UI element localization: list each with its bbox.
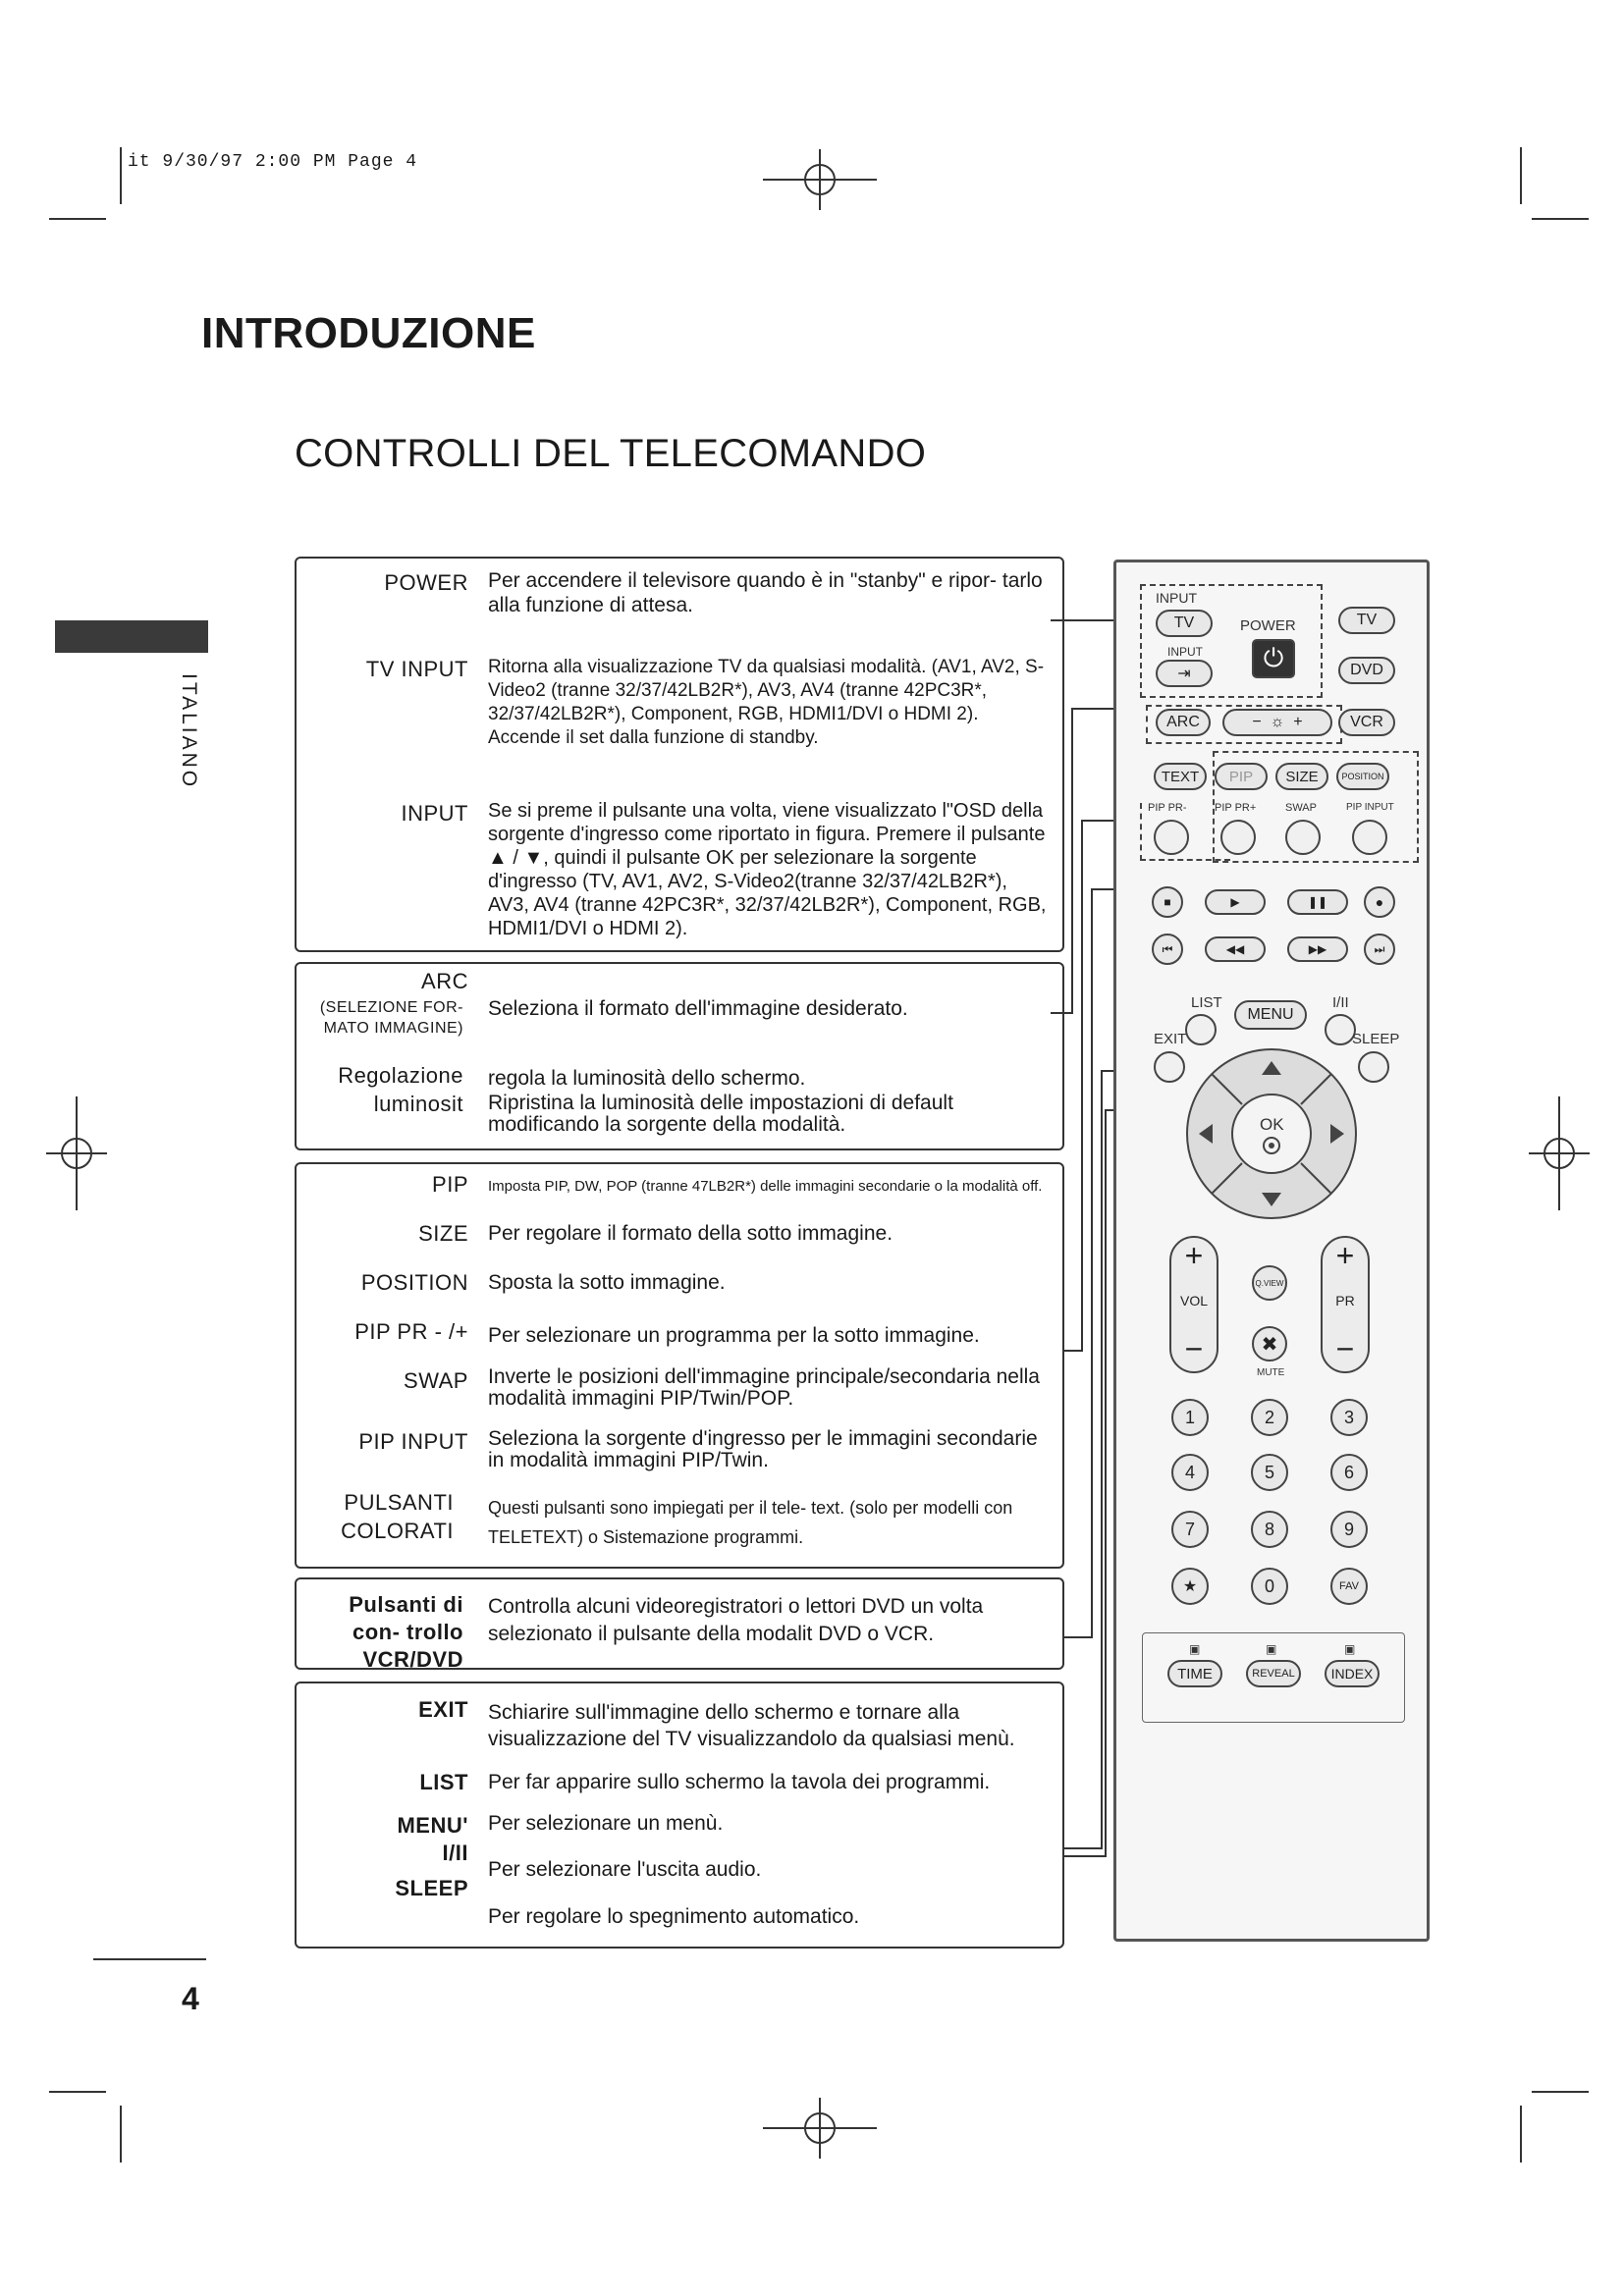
list-button[interactable] [1185,1014,1217,1045]
desc-exit: Schiarire sull'immagine dello schermo e tornare alla visualizzazione del TV visualizzandolo da qualsiasi menù. [488,1701,1015,1750]
input-button[interactable] [1156,660,1213,687]
power-button[interactable] [1252,639,1295,678]
crop-mark [1520,147,1522,204]
label-menu: MENU' [397,1813,468,1838]
skip-back-icon: ⏮ [1162,941,1173,956]
digit-0-button[interactable]: 0 [1251,1568,1288,1605]
remote-control [1113,560,1430,1942]
digit-1-button[interactable]: 1 [1171,1399,1209,1436]
pip-pr-plus-button[interactable] [1220,820,1256,855]
registration-mark-top [761,147,879,212]
desc-power: Per accendere il televisore quando è in "stanby" e ripor- tarlo alla funzione di attesa. [488,569,1043,616]
desc-sleep: Per regolare lo spegnimento automatico. [488,1905,860,1928]
volume-rocker[interactable] [1169,1236,1218,1373]
label-pip-input: PIP INPUT [358,1429,468,1454]
label-power: POWER [384,570,468,595]
swap-button[interactable] [1285,820,1321,855]
registration-mark-left [44,1095,109,1212]
remote-list-label: LIST [1191,994,1222,1011]
digit-5-button[interactable]: 5 [1251,1454,1288,1491]
desc-tv-input: Ritorna alla visualizzazione TV da qualsiasi modalità. (AV1, AV2, S-Video2 (tranne 32/37/42LB2R*), AV3, AV4 (tranne 42PC3R*, 32/37/42LB2R*), Component, RGB, HDMI1/DVI o HDMI 2). Accende il set dalla funzione di standby. [488,657,1045,748]
digit-4-button[interactable]: 4 [1171,1454,1209,1491]
skip-forward-icon: ⏭ [1374,941,1385,956]
record-button[interactable] [1364,886,1395,918]
program-rocker[interactable] [1321,1236,1370,1373]
tv-mode-button[interactable]: TV [1338,607,1395,634]
crop-mark [120,2106,122,2163]
play-icon: ▶ [1230,895,1240,909]
sleep-button[interactable] [1358,1051,1389,1083]
desc-size: Per regolare il formato della sotto immagine. [488,1222,893,1245]
label-colored-buttons: PULSANTI COLORATI [341,1490,454,1543]
q-view-button[interactable]: Q.VIEW [1252,1265,1287,1301]
label-size: SIZE [418,1221,468,1246]
stop-button[interactable] [1152,886,1183,918]
fast-forward-icon: ▶▶ [1308,942,1327,956]
desc-vcr-dvd: Controlla alcuni videoregistratori o lettori DVD un volta selezionato il pulsante della modalit DVD o VCR. [488,1595,984,1645]
label-vcr-dvd: Pulsanti di con- trollo VCR/DVD [349,1592,463,1672]
label-list: LIST [419,1770,468,1794]
box-power-input [295,557,1064,952]
rewind-button[interactable] [1205,936,1266,962]
pr-label: PR [1335,1293,1355,1308]
label-position: POSITION [360,1270,468,1295]
reveal-button[interactable]: REVEAL [1246,1660,1301,1687]
tv-input-button[interactable]: TV [1156,610,1213,637]
pause-icon: ❚❚ [1307,895,1328,909]
position-button[interactable]: POSITION [1336,763,1389,790]
desc-colored-buttons: Questi pulsanti sono impiegati per il tele- text. (solo per modelli con TELETEXT) o Sistemazione programmi. [488,1498,1013,1547]
label-brightness: Regolazione luminosit [338,1063,463,1116]
volume-up-icon[interactable]: + [1184,1238,1204,1273]
menu-button[interactable]: MENU [1234,1000,1307,1030]
program-up-icon[interactable]: + [1335,1238,1355,1273]
remote-input2-label: INPUT [1167,645,1203,659]
star-button[interactable]: ★ [1171,1568,1209,1605]
registration-mark-right [1527,1095,1592,1212]
remote-i-ii-label: I/II [1332,994,1349,1011]
desc-brightness-2: Ripristina la luminosità delle impostazioni di default modificando la sorgente della modalità. [488,1092,953,1136]
volume-down-icon[interactable]: − [1184,1331,1204,1366]
play-button[interactable] [1205,889,1266,915]
label-pip: PIP [432,1172,468,1197]
print-slug: it 9/30/97 2:00 PM Page 4 [128,152,418,172]
crop-mark [49,2091,106,2093]
desc-pip-input: Seleziona la sorgente d'ingresso per le immagini secondarie in modalità immagini PIP/Twin. [488,1427,1038,1471]
mute-label: MUTE [1257,1367,1285,1378]
program-down-icon[interactable]: − [1335,1331,1355,1366]
label-i-ii: I/II [442,1841,468,1865]
text-button[interactable]: TEXT [1154,763,1207,790]
vcr-mode-button[interactable]: VCR [1338,709,1395,736]
input-source-icon: ⇥ [1177,666,1191,682]
label-sleep: SLEEP [395,1876,468,1900]
ok-button[interactable]: OK [1260,1115,1284,1134]
box-pip [295,1162,1064,1569]
crop-mark [120,147,122,204]
rewind-icon: ◀◀ [1225,942,1245,956]
label-input: INPUT [401,801,468,826]
desc-arc: Seleziona il formato dell'immagine desiderato. [488,997,908,1020]
label-exit: EXIT [418,1697,468,1722]
side-language-label: ITALIANO [178,673,200,790]
label-pip-pr: PIP PR - /+ [354,1319,468,1344]
arc-button[interactable]: ARC [1156,709,1211,736]
digit-8-button[interactable]: 8 [1251,1511,1288,1548]
box-menu [295,1682,1064,1949]
crop-mark [1532,218,1589,220]
digit-9-button[interactable]: 9 [1330,1511,1368,1548]
pause-button[interactable] [1287,889,1348,915]
dvd-mode-button[interactable]: DVD [1338,657,1395,684]
digit-7-button[interactable]: 7 [1171,1511,1209,1548]
remote-power-label: POWER [1240,617,1296,634]
ok-icon-dot [1269,1143,1274,1148]
pip-pr-minus-label: PIP PR- [1148,802,1187,814]
page-number: 4 [182,1981,199,2016]
reveal-icon: ▣ [1266,1642,1277,1656]
desc-pip-pr: Per selezionare un programma per la sotto immagine. [488,1324,980,1347]
side-tab [55,620,208,653]
digit-2-button[interactable]: 2 [1251,1399,1288,1436]
stop-icon: ■ [1164,895,1171,909]
desc-list: Per far apparire sullo schermo la tavola dei programmi. [488,1771,991,1793]
brightness-button[interactable] [1222,709,1332,736]
desc-brightness-1: regola la luminosità dello schermo. [488,1067,806,1090]
digit-6-button[interactable]: 6 [1330,1454,1368,1491]
fav-button[interactable]: FAV [1330,1568,1368,1605]
remote-sleep-label: SLEEP [1352,1031,1400,1047]
record-icon: ● [1375,894,1384,910]
swap-label: SWAP [1285,802,1317,814]
pip-input-label: PIP INPUT [1346,802,1394,813]
box-arc-brightness [295,962,1064,1150]
desc-menu: Per selezionare un menù. [488,1812,724,1835]
time-button[interactable]: TIME [1167,1660,1222,1687]
label-arc-sub: (SELEZIONE FOR- MATO IMMAGINE) [319,999,463,1037]
digit-3-button[interactable]: 3 [1330,1399,1368,1436]
label-tv-input: TV INPUT [365,657,468,681]
desc-input: Se si preme il pulsante una volta, viene visualizzato l"OSD della sorgente d'ingresso come riportato in figura. Premere il pulsante ▲ / ▼, quindi il pulsante OK per selezionare la sorgente d'ingresso (TV, AV1, AV2, S-Video2(tranne 32/37/42LB2R*), AV3, AV4 (tranne 42PC3R*, 32/37/42LB2R*), Component, RGB, HDMI1/DVI o HDMI 2). [488,800,1047,939]
power-icon: ⏻ [1263,643,1284,672]
label-swap: SWAP [404,1368,468,1393]
vol-label: VOL [1179,1293,1208,1308]
fast-forward-button[interactable] [1287,936,1348,962]
crop-mark [1532,2091,1589,2093]
size-button[interactable]: SIZE [1275,763,1328,790]
desc-position: Sposta la sotto immagine. [488,1271,726,1294]
index-button[interactable]: INDEX [1325,1660,1380,1687]
index-icon: ▣ [1344,1642,1356,1656]
pip-button[interactable]: PIP [1215,763,1268,790]
desc-i-ii: Per selezionare l'uscita audio. [488,1858,762,1881]
remote-input-label: INPUT [1156,590,1197,606]
mute-icon: ✖ [1261,1333,1278,1356]
skip-forward-button[interactable] [1364,934,1395,965]
section-title: CONTROLLI DEL TELECOMANDO [295,432,927,475]
registration-mark-bottom [761,2096,879,2161]
pip-pr-minus-button[interactable] [1154,820,1189,855]
page-number-rule [93,1958,206,1960]
time-icon: ▣ [1189,1642,1201,1656]
skip-back-button[interactable] [1152,934,1183,965]
desc-pip: Imposta PIP, DW, POP (tranne 47LB2R*) delle immagini secondarie o la modalità off. [488,1178,1043,1195]
crop-mark [1520,2106,1522,2163]
desc-swap: Inverte le posizioni dell'immagine principale/secondaria nella modalità immagini PIP/Twin/POP. [488,1365,1040,1410]
pip-pr-plus-label: PIP PR+ [1215,802,1257,814]
box-vcr-dvd [295,1577,1064,1670]
page-title: INTRODUZIONE [201,309,536,357]
label-arc: ARC [421,969,468,993]
pip-input-button[interactable] [1352,820,1387,855]
mute-button[interactable] [1252,1326,1287,1362]
brightness-icon: − ☼ + [1252,714,1303,730]
crop-mark [49,218,106,220]
remote-exit-label: EXIT [1154,1031,1187,1047]
